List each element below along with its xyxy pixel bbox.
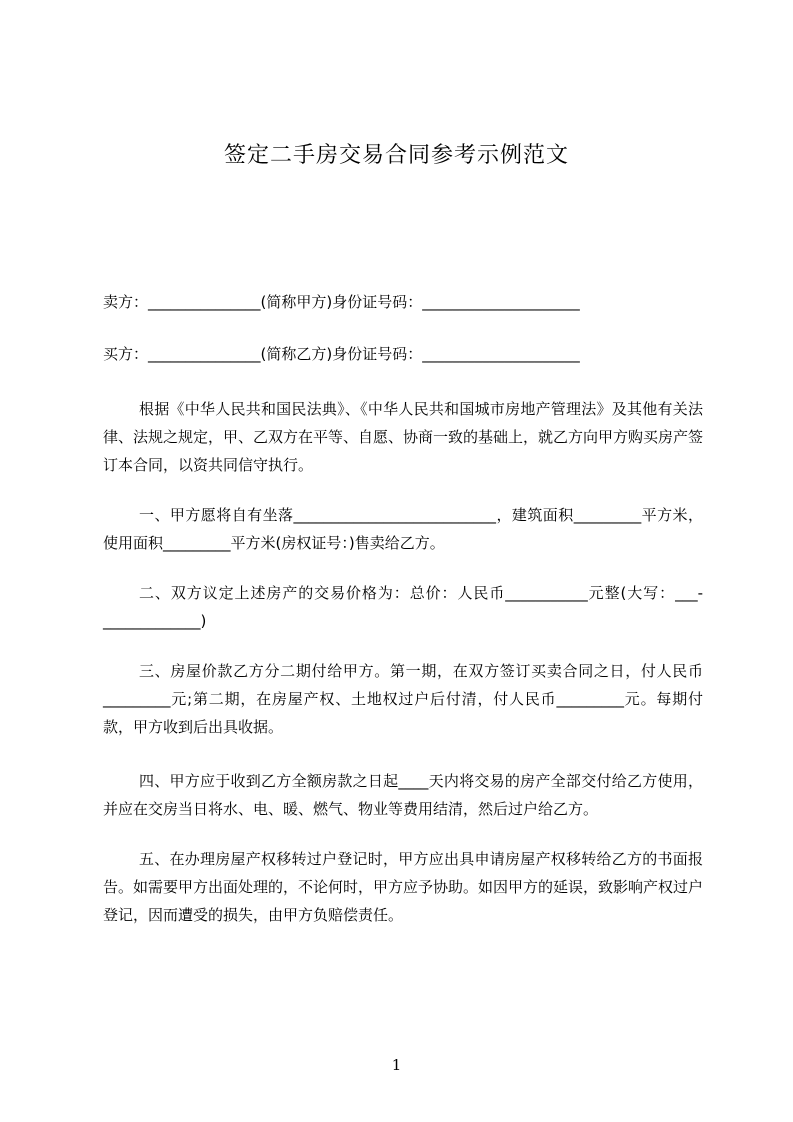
preamble-paragraph: 根据《中华人民共和国民法典》、《中华人民共和国城市房地产管理法》及其他有关法律、法规之规定，甲、乙双方在平等、自愿、协商一致的基础上，就乙方向甲方购买房产签订本合同，以资共同信守执行。 bbox=[103, 400, 704, 474]
clause-5-paragraph: 五、在办理房屋产权移转过户登记时，甲方应出具申请房屋产权移转给乙方的书面报告。如需要甲方出面处理的，不论何时，甲方应予协助。如因甲方的延误，致影响产权过户登记，因而遭受的损失，由甲方负赔偿责任。 bbox=[103, 850, 704, 924]
buyer-line: 买方：_______________(简称乙方)身份证号码：_____________________ bbox=[103, 345, 580, 363]
clause-1-paragraph: 一、甲方愿将自有坐落___________________________，建筑面积_________平方米，使用面积_________平方米(房权证号：)售卖给乙方。 bbox=[103, 506, 703, 552]
page-number: 1 bbox=[391, 1056, 402, 1074]
seller-line: 卖方：_______________(简称甲方)身份证号码：_____________________ bbox=[103, 293, 580, 311]
document-title: 签定二手房交易合同参考示例范文 bbox=[223, 143, 569, 168]
clause-2-paragraph: 二、双方议定上述房产的交易价格为：总价：人民币___________元整(大写：___-_____________) bbox=[103, 584, 703, 630]
clause-3-paragraph: 三、房屋价款乙方分二期付给甲方。第一期，在双方签订买卖合同之日，付人民币_________元;第二期，在房屋产权、土地权过户后付清，付人民币_________元。每期付款，甲方收到后出具收据。 bbox=[103, 662, 703, 736]
clause-4-paragraph: 四、甲方应于收到乙方全额房款之日起____天内将交易的房产全部交付给乙方使用，并应在交房当日将水、电、暖、燃气、物业等费用结清，然后过户给乙方。 bbox=[103, 772, 703, 818]
